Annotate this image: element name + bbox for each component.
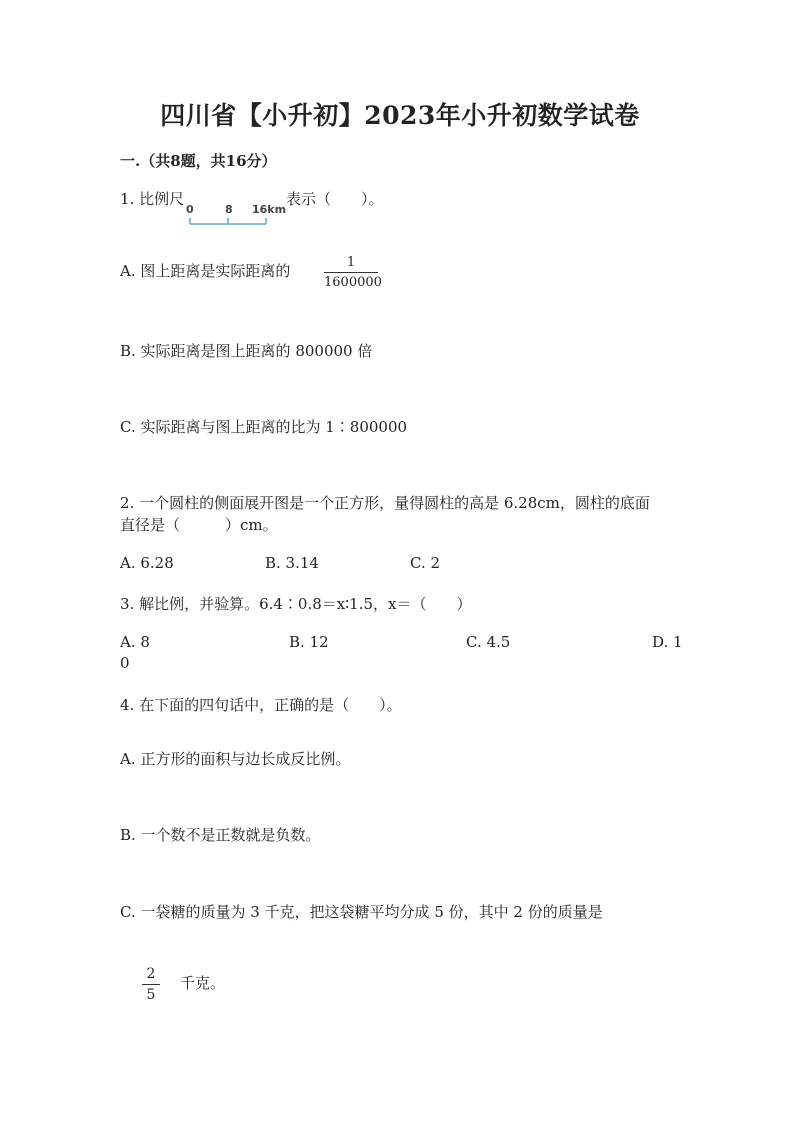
scale-tick-label-16km: 16km [252,203,287,216]
q4-option-a: A. 正方形的面积与边长成反比例。 [120,750,351,768]
q2-option-b: B. 3.14 [265,554,319,572]
q2-stem-line1: 2. 一个圆柱的侧面展开图是一个正方形，量得圆柱的高是 6.28cm，圆柱的底面 [120,494,650,512]
fraction-bar [324,272,378,273]
q4-stem: 4. 在下面的四句话中，正确的是（ ）。 [120,696,402,714]
q3-option-b: B. 12 [289,633,329,651]
fraction-numerator: 2 [146,966,156,982]
q3-stem: 3. 解比例，并验算。6.4∶0.8＝x∶1.5，x＝（ ） [120,595,472,613]
fraction-denominator: 5 [146,987,156,1003]
q1-stem-before: 1. 比例尺 [120,190,185,208]
fraction-denominator: 1600000 [324,275,382,290]
scale-tick-label-8: 8 [225,203,233,216]
q3-option-d-wrap: 0 [120,654,130,672]
page-title: 四川省【小升初】2023年小升初数学试卷 [160,101,640,130]
q2-stem-line2: 直径是（ ）cm。 [120,516,278,534]
q4-option-c: C. 一袋糖的质量为 3 千克，把这袋糖平均分成 5 份，其中 2 份的质量是 [120,903,603,921]
section-header: 一.（共8题，共16分） [120,152,277,170]
q3-option-d: D. 1 [652,633,683,651]
scale-bar-figure [186,200,287,230]
q1-option-c: C. 实际距离与图上距离的比为 1∶800000 [120,418,408,436]
fraction-bar [142,984,160,985]
q4-option-b: B. 一个数不是正数就是负数。 [120,826,321,844]
q1-stem-after: 表示（ ）。 [286,190,384,208]
q4-option-c-fraction [142,966,160,1003]
q2-option-a: A. 6.28 [120,554,174,572]
q1-option-a: A. 图上距离是实际距离的 [120,262,291,280]
q4-option-c-unit: 千克。 [180,974,226,992]
q3-option-c: C. 4.5 [466,633,511,651]
q3-option-a: A. 8 [120,633,150,651]
q2-option-c: C. 2 [410,554,441,572]
q1-option-b: B. 实际距离是图上距离的 800000 倍 [120,342,373,360]
fraction-numerator: 1 [346,255,356,270]
scale-tick-label-0: 0 [186,203,194,216]
q1-option-a-fraction [324,255,382,290]
